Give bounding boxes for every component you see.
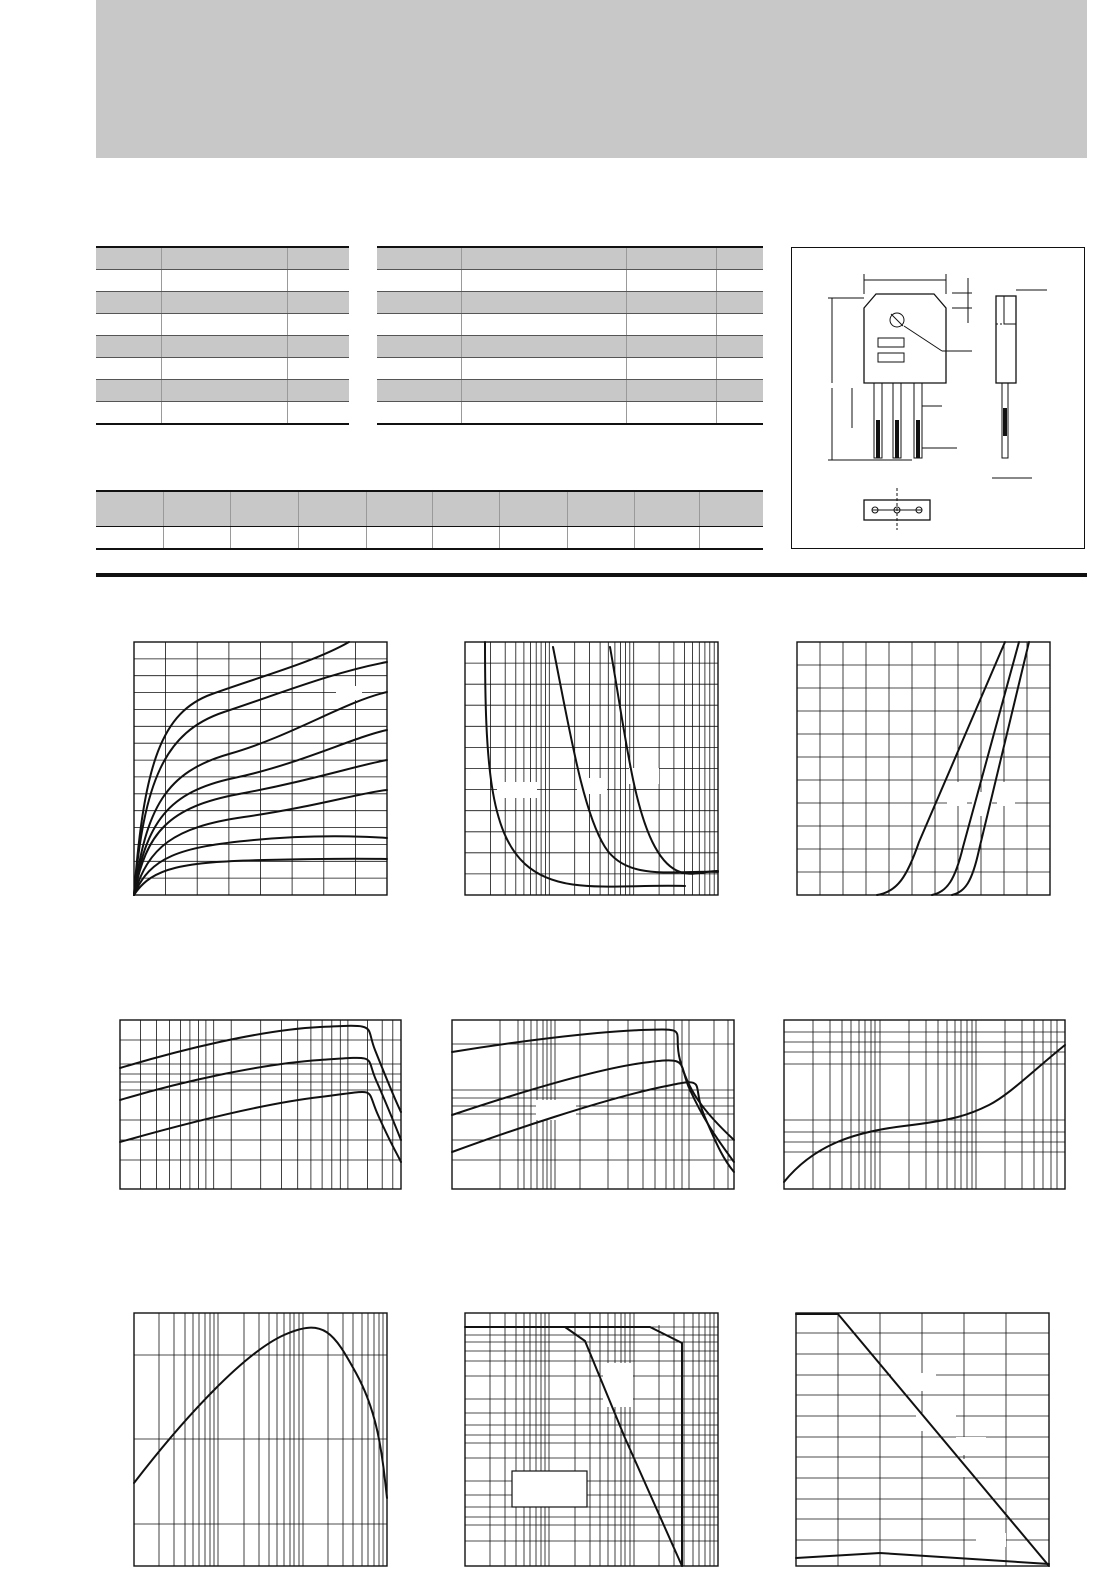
hfe-classification-table — [96, 490, 763, 550]
transistor-package-outline-icon — [792, 248, 1086, 550]
table-row — [377, 402, 763, 425]
graph-8-annotation-box — [512, 1471, 587, 1507]
table-row — [377, 247, 763, 270]
graph-2 — [465, 642, 718, 895]
graph-2-curve-1 — [485, 642, 685, 887]
graph-9-curve-1 — [796, 1314, 1049, 1566]
table-row — [96, 380, 349, 402]
section-divider-rule — [96, 573, 1087, 577]
graph-3-curve-2 — [932, 642, 1019, 895]
table-row — [377, 270, 763, 292]
graph-7 — [134, 1313, 387, 1566]
graph-4-grid — [120, 1020, 401, 1189]
graph-5 — [452, 1020, 734, 1189]
table-row — [96, 292, 349, 314]
table-row — [377, 358, 763, 380]
graph-3 — [797, 642, 1050, 895]
table-row — [96, 402, 349, 425]
graph-2-grid — [465, 642, 718, 895]
graph-8-grid — [465, 1313, 718, 1566]
graph-6-curve-1 — [784, 1045, 1065, 1182]
graph-8-curve-2 — [565, 1327, 682, 1566]
table-row — [96, 247, 349, 270]
graph-9 — [796, 1313, 1049, 1566]
graph-4 — [120, 1020, 401, 1189]
graph-2-curve-3 — [610, 647, 718, 874]
table-row — [96, 358, 349, 380]
graph-3-curve-3 — [952, 642, 1029, 895]
graph-3-curve-1 — [877, 642, 1005, 895]
table-row — [377, 292, 763, 314]
table-row — [96, 270, 349, 292]
graph-3-grid — [797, 642, 1050, 895]
graph-9-curve-2 — [796, 1553, 1049, 1564]
graph-6 — [784, 1020, 1065, 1189]
graph-1 — [134, 642, 387, 895]
graph-9-grid — [796, 1313, 1049, 1566]
graph-7-grid — [134, 1313, 387, 1566]
absolute-maximum-ratings-table — [96, 246, 349, 425]
table-row — [96, 314, 349, 336]
graph-6-grid — [784, 1020, 1065, 1189]
graph-2-curve-2 — [553, 647, 718, 872]
graph-5-curve-2 — [452, 1060, 734, 1162]
graph-8 — [465, 1313, 718, 1566]
package-outline-box — [791, 247, 1085, 549]
table-row — [377, 380, 763, 402]
table-header-row — [96, 491, 763, 527]
header-band — [96, 0, 1087, 158]
electrical-characteristics-table — [377, 246, 763, 425]
graph-8-curve-1 — [465, 1327, 682, 1566]
table-row — [96, 527, 763, 550]
graph-5-curve-1 — [452, 1029, 734, 1140]
table-row — [377, 336, 763, 358]
graph-7-curve-1 — [134, 1328, 387, 1498]
table-row — [96, 336, 349, 358]
table-row — [377, 314, 763, 336]
